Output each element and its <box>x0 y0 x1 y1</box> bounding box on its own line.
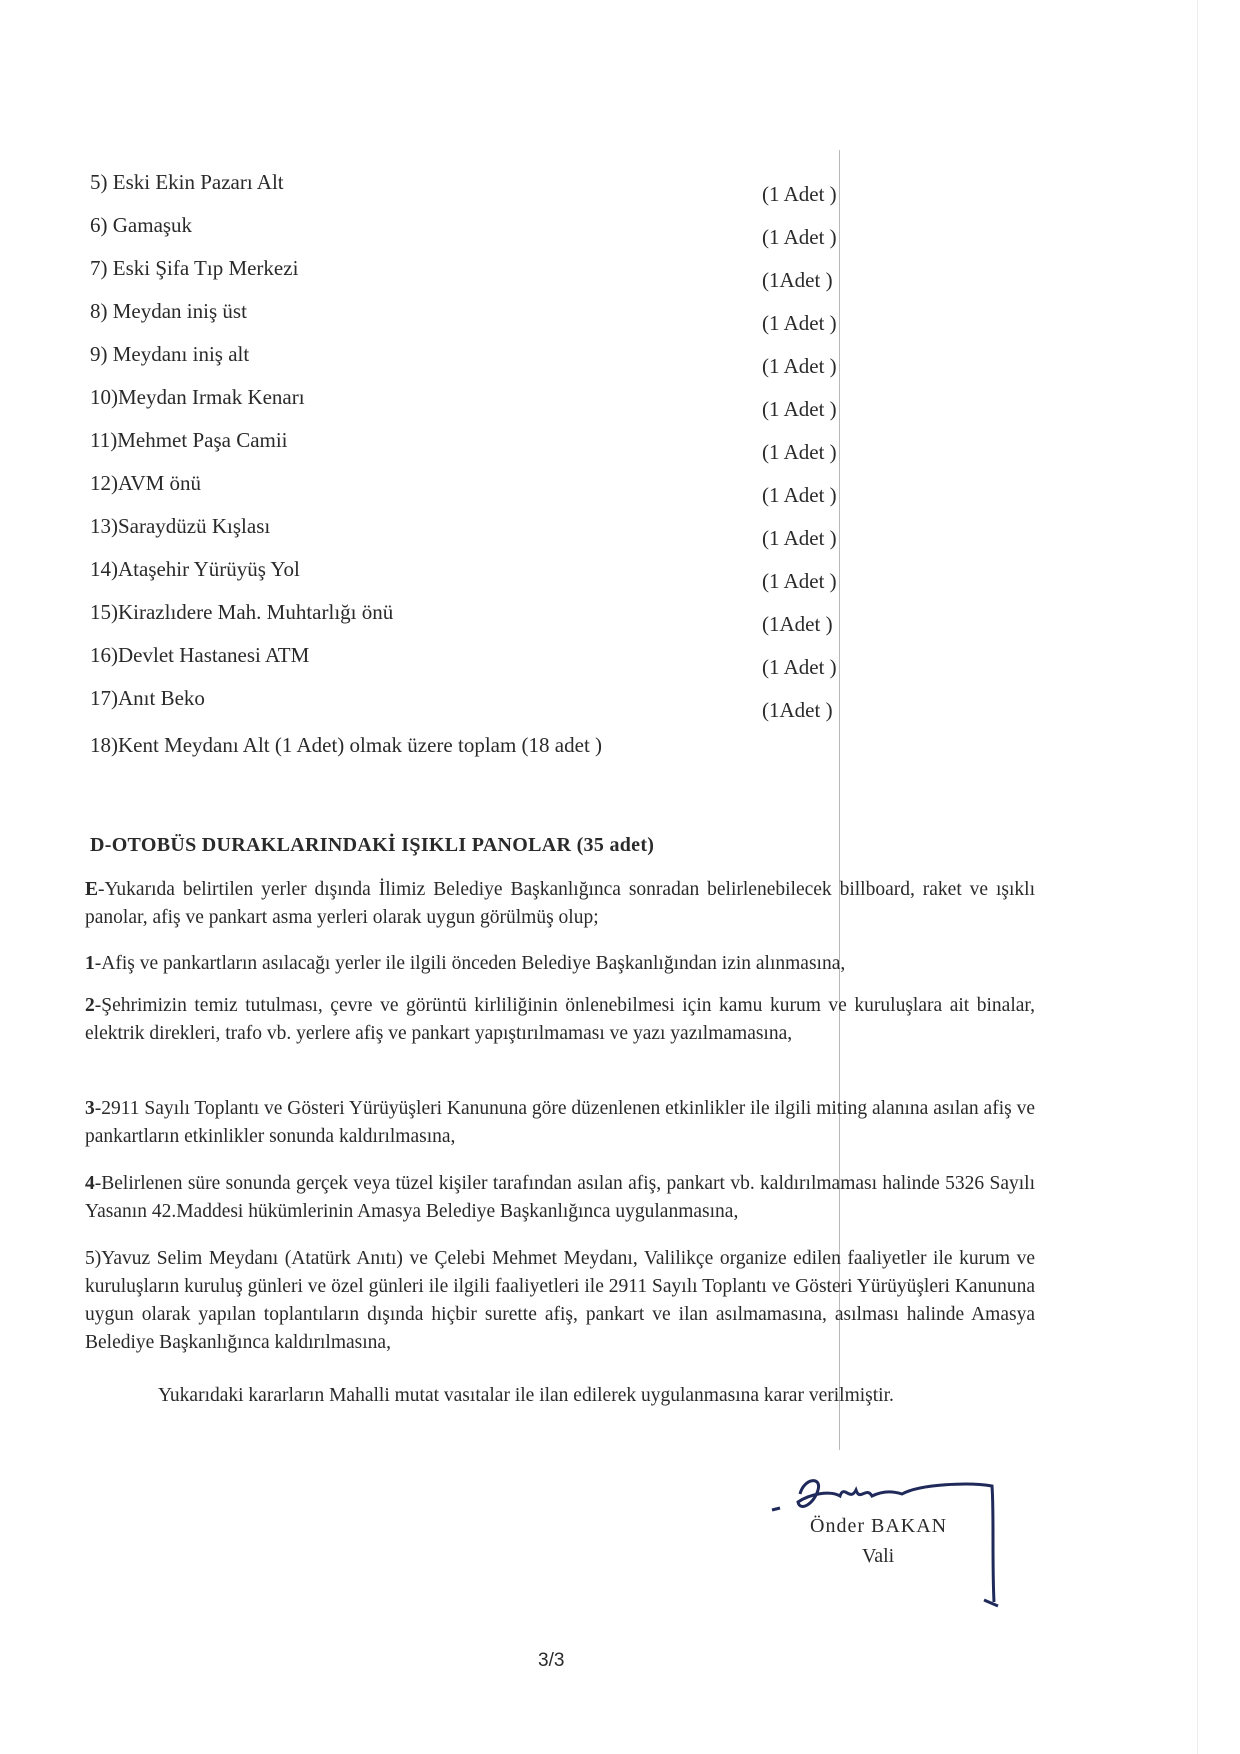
list-item: 6) Gamaşuk (1 Adet ) <box>90 213 837 249</box>
list-item: 17)Anıt Beko (1Adet ) <box>90 686 833 722</box>
scan-edge-line <box>1197 0 1198 1754</box>
paragraph-4: 4-Belirlenen süre sonunda gerçek veya tüzel kişiler tarafından asılan afiş, pankart vb. kaldırılmaması halinde 5326 Sayılı Yasanın 42.Maddesi hükümlerinin Amasya Belediye Başkanlığınca uygulanmasına, <box>85 1173 1035 1222</box>
list-item: 5) Eski Ekin Pazarı Alt (1 Adet ) <box>90 170 837 206</box>
location-list <box>90 170 870 772</box>
list-item: 8) Meydan iniş üst (1 Adet ) <box>90 299 837 335</box>
signatory-title: Vali <box>862 1545 895 1567</box>
list-item: 9) Meydanı iniş alt (1 Adet ) <box>90 342 837 378</box>
list-item-total: 18)Kent Meydanı Alt (1 Adet) olmak üzere toplam (18 adet ) <box>90 733 603 757</box>
section-heading: D-OTOBÜS DURAKLARINDAKİ IŞIKLI PANOLAR (35 adet) <box>90 834 655 856</box>
paragraph-2: 2-Şehrimizin temiz tutulması, çevre ve görüntü kirliliğinin önlenebilmesi için kamu kurum ve kuruluşlara ait binalar, elektrik direkleri, trafo vb. yerlere afiş ve pankart yapıştırılmaması ve yazı yazılmamasına, <box>85 995 1035 1044</box>
list-item: 11)Mehmet Paşa Camii (1 Adet ) <box>90 428 837 464</box>
page-number: 3/3 <box>538 1650 565 1671</box>
list-item: 16)Devlet Hastanesi ATM (1 Adet ) <box>90 643 837 679</box>
paragraph-3: 3-2911 Sayılı Toplantı ve Gösteri Yürüyüşleri Kanununa göre düzenlenen etkinlikler ile ilgili miting alanına asılan afiş ve pankartların etkinlikler sonunda kaldırılmasına, <box>85 1098 1035 1147</box>
paragraph-5: 5)Yavuz Selim Meydanı (Atatürk Anıtı) ve Çelebi Mehmet Meydanı, Valilikçe organize edilen faaliyetler ile kurum ve kuruluşların kuruluş günleri ve özel günleri ile ilgili faaliyetleri ile 2911 Sayılı Toplantı ve Gösteri Yürüyüşleri Kanununa uygun olarak yapılan toplantıların dışında hiçbir surette afiş, pankart ve ilan asılmamasına, asılması halinde Amasya Belediye Başkanlığınca kaldırılmasına, <box>85 1248 1035 1353</box>
list-item: 10)Meydan Irmak Kenarı (1 Adet ) <box>90 385 837 421</box>
paragraph-e: E-Yukarıda belirtilen yerler dışında İlimiz Belediye Başkanlığınca sonradan belirlenebilecek billboard, raket ve ışıklı panolar, afiş ve pankart asma yerleri olarak uygun görülmüş olup; <box>85 879 1035 928</box>
list-item: 12)AVM önü (1 Adet ) <box>90 471 837 507</box>
closing-statement: Yukarıdaki kararların Mahalli mutat vasıtalar ile ilan edilerek uygulanmasına karar verilmiştir. <box>158 1385 894 1406</box>
list-item: 14)Ataşehir Yürüyüş Yol (1 Adet ) <box>90 557 837 593</box>
list-item: 15)Kirazlıdere Mah. Muhtarlığı önü (1Adet ) <box>90 600 833 636</box>
paragraph-1: 1-Afiş ve pankartların asılacağı yerler ile ilgili önceden Belediye Başkanlığından izin alınmasına, <box>85 953 846 974</box>
list-item: 7) Eski Şifa Tıp Merkezi (1Adet ) <box>90 256 833 292</box>
signatory-name: Önder BAKAN <box>810 1515 948 1537</box>
list-item: 13)Saraydüzü Kışlası (1 Adet ) <box>90 514 837 550</box>
